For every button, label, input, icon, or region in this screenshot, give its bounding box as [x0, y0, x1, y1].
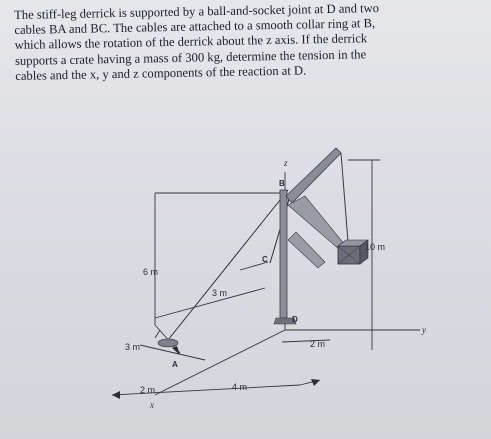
dimension-3m-left: 3 m: [125, 342, 141, 352]
problem-line: cables and the x, y and z components of the reaction at D.: [15, 63, 307, 83]
construction-lines: [112, 160, 420, 395]
label-axis-y: y: [422, 325, 426, 335]
problem-line: which allows the rotation of the derrick about the z axis. If the derrick: [14, 31, 368, 53]
dimension-2m-bottom: 2 m: [140, 385, 156, 395]
label-point-d: D: [292, 315, 298, 324]
dimension-4m-bottom: 4 m: [232, 382, 248, 392]
derrick-boom: [286, 148, 341, 203]
problem-line: cables BA and BC. The cables are attached to a smooth collar ring at B,: [14, 16, 376, 38]
anchor-a: [158, 339, 178, 347]
label-axis-z: z: [284, 158, 288, 168]
dimension-6m: 6 m: [143, 267, 159, 277]
crate: [338, 240, 368, 264]
label-axis-x: x: [150, 400, 154, 410]
label-point-c: C: [262, 255, 268, 264]
cables: [168, 190, 290, 340]
label-point-b: B: [279, 179, 285, 188]
problem-line: The stiff-leg derrick is supported by a ball-and-socket joint at D and two: [14, 0, 380, 22]
derrick-mast: [280, 190, 287, 318]
dimension-10m: 10 m: [365, 242, 386, 252]
cable-ba: [168, 190, 288, 340]
dimension-3m-middle: 3 m: [212, 288, 228, 298]
dimension-2m-right: 2 m: [310, 339, 326, 349]
problem-line: supports a crate having a mass of 300 kg, determine the tension in the: [14, 46, 367, 68]
hoist-line: [341, 153, 348, 242]
derrick-brace: [288, 232, 325, 268]
label-point-a: A: [172, 360, 178, 369]
